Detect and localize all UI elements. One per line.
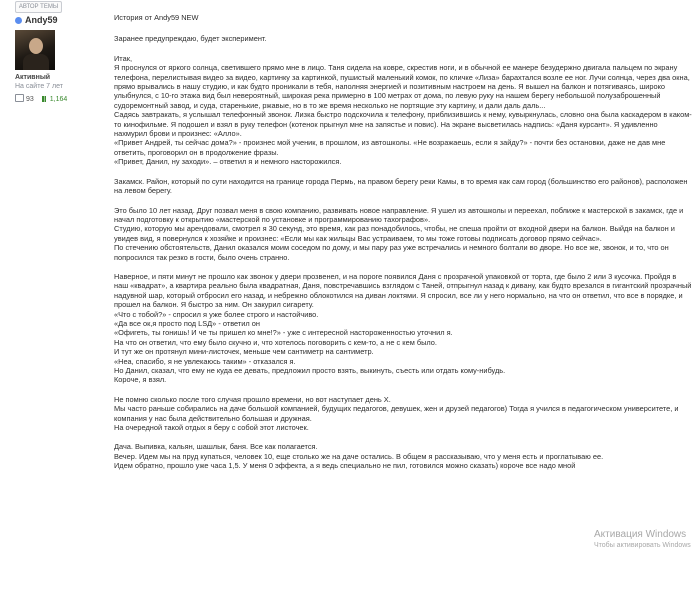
user-stats: [15, 94, 67, 103]
likes-icon: [42, 96, 48, 102]
avatar-body: [23, 54, 49, 70]
avatar[interactable]: [15, 30, 55, 70]
likes-count: 1,164: [49, 96, 68, 103]
post-paragraph: Наверное, и пяти минут не прошло как звонок у двери прозвенел, и на пороге появился Даня с прозрачной упаковкой от торта, где было 2 или 3 кусочка. Пройдя в наш «квадрат», а квартира реально была квадратная, Даня, повстречавшись взглядом с Таней, отпрыгнул назад к дивану, как будто врезался в гигантский прозрачный надувной шар, который отбросил его назад, и небрежно облокотился на диван локтями. Я спросил, все ли у него нормально, на что он ответил, что все в порядке, и прошел на балкон. Я быстро за ним. Он закурил сигарету. «Что с тобой?» - спросил я уже более строго и настойчиво. «Да все ок,я просто под LSД» - ответил он «Офигеть, ты гонишь! И че ты пришел ко мне!?» - уже с интересной настороженностью уточнил я. На что он ответил, что ему было скучно и, что хотелось поговорить с кем-то, а не с кем было. И тут же он протянул мини-листочек, меньше чем сантиметр на сантиметр. «Нea, спасибо, я не увлекаюсь таким» - отказался я. Но Данил, сказал, что ему не куда ее девать, предложил просто взять, выкинуть, съесть или отдать кому-нибудь. Короче, я взял.: [114, 271, 692, 385]
user-status-icon: [15, 17, 22, 24]
avatar-face: [29, 38, 43, 54]
post-title: История от Andy59 NEW: [114, 13, 199, 22]
username[interactable]: Andy59: [25, 15, 58, 25]
post-paragraph: Дача. Выпивка, кальян, шашлык, баня. Все как полагается. Вечер. Идем мы на пруд купаться, человек 10, еще столько же на даче остались. В общем я рассказываю, что у меня есть и проглатываю ее. Идем обратно, прошло уже часа 1,5. У меня 0 эффекта, а я ведь специально не пил, готовился можно сказать) короче все надо мной: [114, 442, 604, 471]
windows-activation-watermark: [594, 528, 691, 551]
post-paragraph: Заранее предупреждаю, будет эксперимент.: [114, 34, 267, 44]
post-paragraph: Не помню сколько после того случая прошло времени, но вот наступает день Х. Мы часто раньше собирались на даче большой компанией, будущих педагогов, девушек, жен и друзей педагогов) Тогда я учился в педагогическом университете, и компания у нас была действительно большая и дружная. На очередной такой отдых я беру с собой этот листочек.: [114, 394, 679, 433]
username-row[interactable]: [15, 15, 58, 27]
post-paragraph: Закамск. Район, который по сути находится на границе города Пермь, на правом берегу реки Камы, в то время как сам город (большинство его районов), расположен на левом берегу.: [114, 176, 688, 196]
watermark-subtitle: Чтобы активировать Windows: [594, 542, 691, 549]
user-status: Активный: [15, 74, 51, 81]
messages-icon: [15, 94, 24, 102]
member-since: На сайте 7 лет: [15, 83, 63, 90]
watermark-title: Активация Windows: [594, 529, 687, 540]
post-body: [114, 13, 692, 481]
post-paragraph: Это было 10 лет назад. Друг позвал меня в свою компанию, развивать новое направление. Я ушел из автошколы и переехал, поближе к мастерской в закамск, где и начал подготовку к открытию «мастерской по установке и программированию тахографов». Студию, которую мы арендовали, смотрел я 30 секунд, это время, как раз понадобилось, чтобы, не спеша пройти от входной двери на балкон. Выйдя на балкон и увидев вид, я повернулся к хозяйке и произнес: «Если мы как жильцы Вас устраиваем, то мы тоже готовы подписать договор прямо сейчас». По стечению обстоятельств, Данил оказался моим соседом по дому, и мы пару раз уже встречались и немного болтали во дворе. Но все же, звонок, и то, что он попросился так резко в гости, было очень странно.: [114, 205, 684, 262]
post-paragraph: Итак, Я проснулся от яркого солнца, светившего прямо мне в лицо. Таня сидела на ковре, скрестив ноги, и в обычной ее манере безудержно двигала пальцем по экрану телефона, перелистывая видео за видео, картинку за картинкой, пушистый маленький комок, по кличке «Лиза» барахтался возле ее ног. Лучи солнца, через два окна, прямо врывались в нашу студию, и как будто проникали в тебя, наполняя энергией и позитивным настроем на день. Я вышел на балкон и потягиваясь, широко улыбнулся, с 10-го этажа вид был невероятный, широкая река примерно в 100 метрах от дома, по левую руку на нашем берегу небольшой полузаброшенный судоремонтный завод, и суда, старенькие, ржавые, но в то же время несколько не портящие эту картину, и дали даль даль... Садясь завтракать, я услышал телефонный звонок. Лизка быстро подскочила к телефону, приблизившись к нему, кувыркнулась, словно она была каскадером в каком-то кинофильме. Я подошел и взял в руку телефон (котенок прыгнул мне на запястье и повис). На экране высветилась надпись: «Даня курсант». Я удивленно нахмурил брови и произнес: «Алло». «Привет Андрей, ты сейчас дома?» - произнес мой ученик, в прошлом, из автошколы. «Не возражаешь, если я зайду?» - почти без остановки, даже не дав мне ответить, проговорил он в продолжение фразы. «Привет, Данил, ну заходи». – ответил я и немного насторожился.: [114, 53, 692, 167]
author-panel: [0, 0, 100, 595]
author-badge: АВТОР ТЕМЫ: [15, 1, 62, 13]
messages-count: 93: [26, 96, 34, 103]
